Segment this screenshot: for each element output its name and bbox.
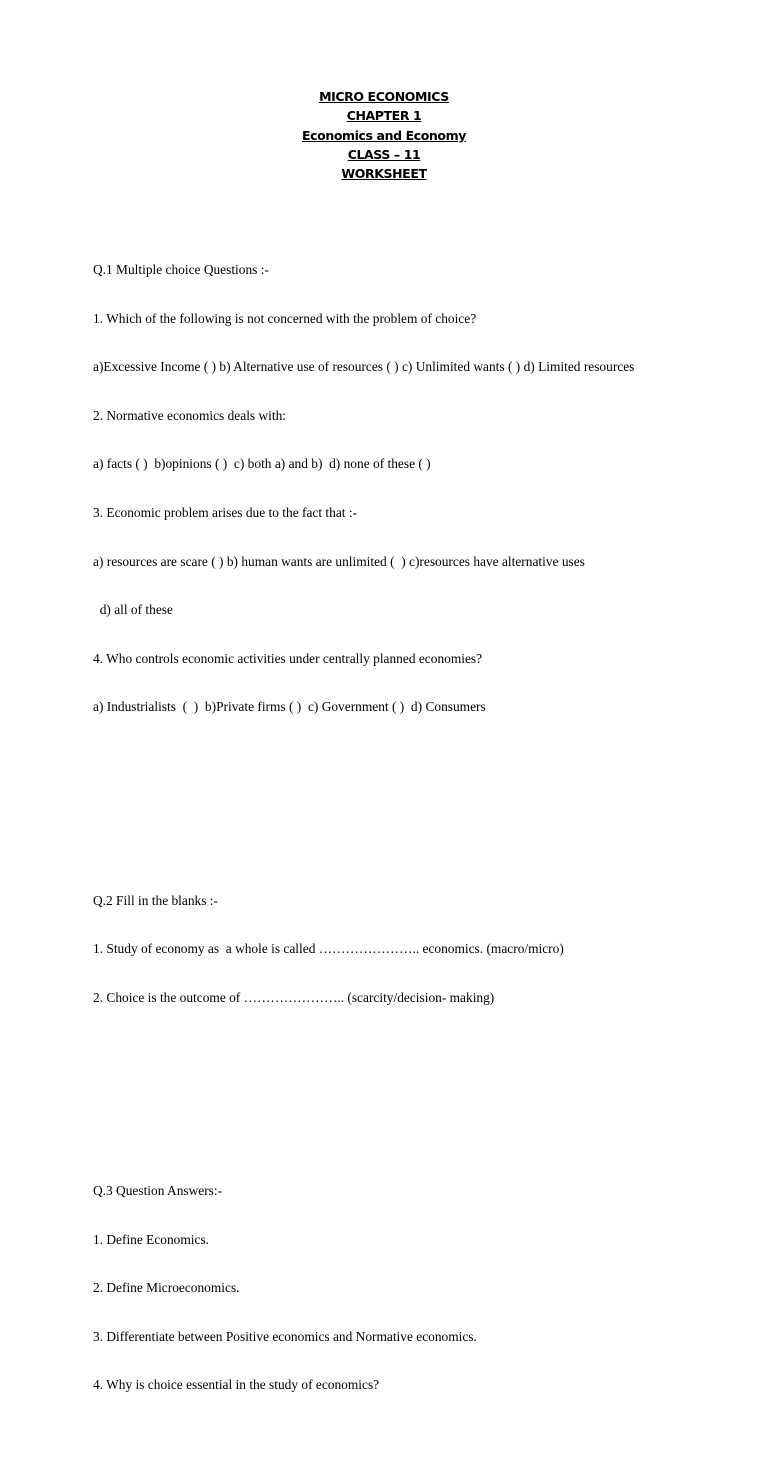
options-line: a) Industrialists ( ) b)Private firms ( ) c) Government ( ) d) Consumers xyxy=(93,699,486,715)
section-q2 xyxy=(93,861,733,1039)
worksheet-body xyxy=(93,182,733,1474)
options-line: d) all of these xyxy=(93,602,173,618)
question-line: 2. Normative economics deals with: xyxy=(93,407,287,423)
question-line: 4. Who controls economic activities under centrally planned economies? xyxy=(93,650,483,666)
section-title: Q.3 Question Answers:- xyxy=(93,1182,223,1198)
blank-line: 1. Study of economy as a whole is called ………………….. economics. (macro/micro) xyxy=(93,941,564,957)
chapter-number: CHAPTER 1 xyxy=(346,108,422,124)
chapter-title: Economics and Economy xyxy=(302,127,466,143)
section-spacer xyxy=(93,796,733,813)
blank-line: 2. Choice is the outcome of ………………….. (scarcity/decision- making) xyxy=(93,989,495,1005)
worksheet-header xyxy=(0,87,768,183)
options-line: a)Excessive Income ( ) b) Alternative use of resources ( ) c) Unlimited wants ( ) d) Limited resources xyxy=(93,359,635,375)
question-line: 1. Which of the following is not concerned with the problem of choice? xyxy=(93,310,477,326)
question-line: 2. Define Microeconomics. xyxy=(93,1280,240,1296)
section-q1 xyxy=(93,230,733,748)
section-title: Q.1 Multiple choice Questions :- xyxy=(93,262,269,277)
worksheet-label: WORKSHEET xyxy=(341,166,427,182)
question-line: 1. Define Economics. xyxy=(93,1231,210,1247)
section-spacer xyxy=(93,1086,733,1103)
question-line: 3. Differentiate between Positive economics and Normative economics. xyxy=(93,1328,477,1344)
section-title: Q.2 Fill in the blanks :- xyxy=(93,892,218,908)
section-q3 xyxy=(93,1151,733,1426)
class-label: CLASS – 11 xyxy=(347,146,421,162)
question-line: 4. Why is choice essential in the study of economics? xyxy=(93,1377,380,1393)
subject-title: MICRO ECONOMICS xyxy=(319,89,449,104)
question-line: 3. Economic problem arises due to the fact that :- xyxy=(93,504,358,520)
options-line: a) facts ( ) b)opinions ( ) c) both a) and b) d) none of these ( ) xyxy=(93,456,431,472)
options-line: a) resources are scare ( ) b) human wants are unlimited ( ) c)resources have alternative uses xyxy=(93,553,585,569)
